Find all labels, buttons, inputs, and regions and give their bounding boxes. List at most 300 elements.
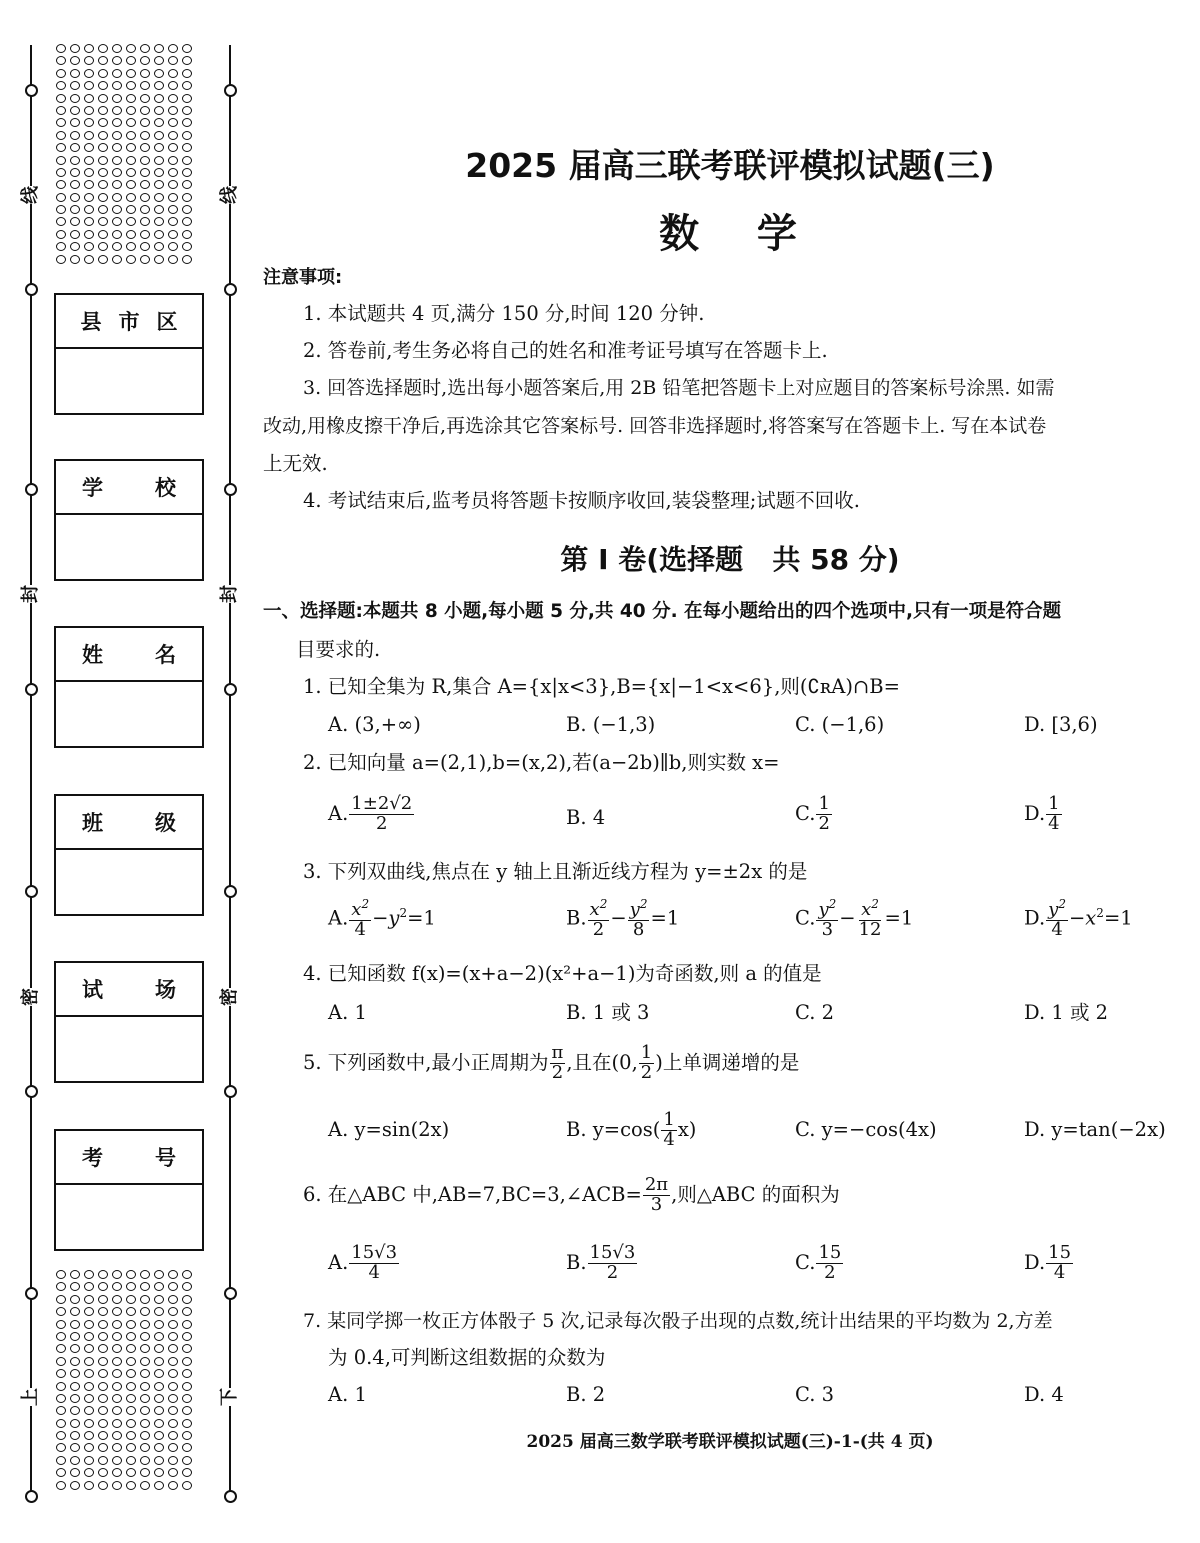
dot-mark	[168, 1295, 178, 1304]
question-1: 1. 已知全集为 R,集合 A={x|x<3},B={x|−1<x<6},则(∁ʀA)∩B=	[303, 675, 900, 698]
dot-mark	[140, 1332, 150, 1341]
dot-mark	[182, 1468, 192, 1477]
dot-mark	[126, 143, 136, 152]
dot-mark	[112, 180, 122, 189]
dot-mark	[126, 1320, 136, 1329]
dot-mark	[84, 1394, 94, 1403]
dot-mark	[56, 230, 66, 239]
dot-mark	[168, 118, 178, 127]
dot-mark	[56, 56, 66, 65]
binding-circle	[25, 1085, 38, 1098]
q1-option-b: B. (−1,3)	[566, 713, 656, 736]
dot-mark	[140, 1382, 150, 1391]
dot-mark	[112, 1357, 122, 1366]
dot-mark	[140, 217, 150, 226]
dot-mark	[98, 168, 108, 177]
binding-circle	[224, 84, 237, 97]
dot-mark	[182, 1419, 192, 1428]
dot-mark	[126, 205, 136, 214]
dot-mark	[112, 69, 122, 78]
dot-mark	[70, 1394, 80, 1403]
part-heading: 目要求的.	[296, 638, 381, 661]
dot-mark	[154, 1282, 164, 1291]
dot-mark	[140, 1481, 150, 1490]
dot-mark	[84, 1332, 94, 1341]
dot-mark	[126, 81, 136, 90]
dot-mark	[98, 1419, 108, 1428]
school-label	[56, 461, 202, 515]
dot-mark	[182, 217, 192, 226]
notice-heading: 注意事项:	[263, 267, 343, 288]
dot-mark	[70, 230, 80, 239]
dot-mark	[112, 1295, 122, 1304]
label-char: 场	[155, 977, 176, 1002]
dot-mark	[84, 1320, 94, 1329]
fraction-denominator: 2	[376, 812, 388, 834]
dot-mark	[168, 1344, 178, 1353]
dot-mark	[154, 1320, 164, 1329]
dot-mark	[56, 1431, 66, 1440]
q7-option-d: D. 4	[1024, 1383, 1064, 1406]
dot-mark	[126, 118, 136, 127]
q4-option-d: D. 1 或 2	[1024, 1001, 1109, 1024]
q5-b-text: x)	[677, 1118, 697, 1141]
dot-mark	[70, 1369, 80, 1378]
dot-mark	[182, 156, 192, 165]
dot-mark	[140, 1295, 150, 1304]
section-title: 第 I 卷(选择题 共 58 分)	[560, 543, 900, 576]
dot-mark	[112, 1394, 122, 1403]
class-box[interactable]	[54, 794, 204, 916]
dot-mark	[168, 1468, 178, 1477]
dot-mark	[126, 230, 136, 239]
dot-mark	[56, 205, 66, 214]
dot-mark	[168, 1443, 178, 1452]
dot-mark	[126, 1406, 136, 1415]
dot-mark	[154, 131, 164, 140]
dot-mark	[56, 217, 66, 226]
dot-mark	[168, 1406, 178, 1415]
dot-mark	[56, 242, 66, 251]
dot-mark	[168, 156, 178, 165]
dot-mark	[140, 143, 150, 152]
dot-mark	[56, 255, 66, 264]
dot-mark	[126, 1419, 136, 1428]
dot-mark	[140, 1406, 150, 1415]
exam-room-label	[56, 963, 202, 1017]
dot-mark	[168, 1419, 178, 1428]
dot-mark	[182, 255, 192, 264]
dot-pattern-top	[56, 44, 196, 267]
dot-mark	[70, 1307, 80, 1316]
dot-mark	[182, 205, 192, 214]
dot-mark	[140, 56, 150, 65]
dot-mark	[154, 217, 164, 226]
dot-mark	[182, 1394, 192, 1403]
dot-mark	[84, 180, 94, 189]
binding-circle	[25, 1287, 38, 1300]
dot-mark	[154, 1431, 164, 1440]
dot-mark	[56, 1382, 66, 1391]
dot-mark	[112, 242, 122, 251]
dot-mark	[182, 1307, 192, 1316]
dot-mark	[70, 1270, 80, 1279]
dot-mark	[154, 1419, 164, 1428]
dot-mark	[154, 168, 164, 177]
dot-mark	[168, 1270, 178, 1279]
q1-option-a: A. (3,+∞)	[328, 713, 421, 736]
dot-mark	[56, 1307, 66, 1316]
dot-mark	[126, 1382, 136, 1391]
dot-mark	[70, 69, 80, 78]
binding-circle	[224, 1287, 237, 1300]
dot-mark	[182, 1357, 192, 1366]
dot-mark	[112, 168, 122, 177]
binding-circle	[224, 885, 237, 898]
dot-mark	[154, 1382, 164, 1391]
dot-mark	[168, 1456, 178, 1465]
dot-mark	[84, 1295, 94, 1304]
dot-mark	[154, 180, 164, 189]
dot-mark	[84, 168, 94, 177]
exam-title: 2025 届高三联考联评模拟试题(三)	[465, 146, 995, 185]
dot-mark	[98, 143, 108, 152]
q2-option-b: B. 4	[566, 806, 606, 829]
dot-mark	[84, 1406, 94, 1415]
fraction-denominator: 2	[824, 1261, 836, 1283]
label-char: 级	[155, 810, 176, 835]
dot-mark	[140, 81, 150, 90]
dot-mark	[98, 193, 108, 202]
dot-mark	[56, 1443, 66, 1452]
left-binding-line	[30, 45, 32, 1495]
dot-mark	[112, 1382, 122, 1391]
page-footer: 2025 届高三数学联考联评模拟试题(三)-1-(共 4 页)	[526, 1432, 934, 1452]
dot-mark	[56, 44, 66, 53]
fraction-numerator: 15√3	[351, 1242, 398, 1263]
binding-circle	[224, 483, 237, 496]
label-char: 姓	[82, 642, 103, 667]
binding-circle	[25, 84, 38, 97]
dot-mark	[168, 1481, 178, 1490]
dot-mark	[154, 1443, 164, 1452]
dot-mark	[140, 230, 150, 239]
dot-mark	[154, 44, 164, 53]
dot-mark	[140, 131, 150, 140]
dot-mark	[98, 205, 108, 214]
dot-mark	[98, 131, 108, 140]
dot-mark	[84, 1344, 94, 1353]
fraction-numerator: 1	[818, 793, 830, 814]
label-char: 学	[82, 475, 103, 500]
dot-mark	[168, 1369, 178, 1378]
q7-option-b: B. 2	[566, 1383, 606, 1406]
dot-mark	[168, 255, 178, 264]
dot-mark	[154, 56, 164, 65]
dot-mark	[112, 143, 122, 152]
dot-mark	[168, 1320, 178, 1329]
dot-mark	[98, 1394, 108, 1403]
dot-mark	[140, 168, 150, 177]
question-3: 3. 下列双曲线,焦点在 y 轴上且渐近线方程为 y=±2x 的是	[303, 860, 808, 883]
dot-mark	[98, 94, 108, 103]
dot-mark	[140, 255, 150, 264]
dot-mark	[126, 1295, 136, 1304]
question-2: 2. 已知向量 a=(2,1),b=(x,2),若(a−2b)∥b,则实数 x=	[303, 751, 780, 774]
dot-mark	[112, 56, 122, 65]
dot-mark	[140, 156, 150, 165]
dot-mark	[140, 1443, 150, 1452]
dot-mark	[182, 1406, 192, 1415]
dot-mark	[154, 193, 164, 202]
dot-mark	[168, 69, 178, 78]
dot-mark	[126, 255, 136, 264]
dot-mark	[70, 44, 80, 53]
q6-option-d: D. $\frac{15}{4}$	[1024, 1242, 1072, 1283]
seal-char-right: 下	[219, 1388, 240, 1406]
q4-option-a: A. 1	[328, 1001, 367, 1024]
q5-option-b: B. y=cos( $\frac{1}{4}$ x)	[566, 1109, 697, 1150]
fraction-denominator: 2	[606, 1261, 619, 1283]
notice-item: 上无效.	[263, 452, 328, 475]
dot-mark	[168, 94, 178, 103]
dot-mark	[112, 44, 122, 53]
question-7-cont: 为 0.4,可判断这组数据的众数为	[328, 1346, 606, 1369]
dot-mark	[70, 1320, 80, 1329]
seal-char-left: 封	[20, 585, 41, 603]
dot-mark	[154, 255, 164, 264]
dot-mark	[84, 205, 94, 214]
dot-mark	[70, 180, 80, 189]
dot-mark	[56, 94, 66, 103]
dot-mark	[56, 1344, 66, 1353]
q3-option-c: C. $\frac{y^2}{3}$ − $\frac{x^2}{12}$ =1	[795, 897, 914, 940]
dot-mark	[70, 1419, 80, 1428]
binding-circle	[224, 1085, 237, 1098]
fraction-numerator: 1±2√2	[351, 793, 413, 814]
dot-mark	[126, 1332, 136, 1341]
binding-circle	[224, 683, 237, 696]
dot-mark	[140, 242, 150, 251]
dot-mark	[84, 1307, 94, 1316]
dot-mark	[84, 217, 94, 226]
dot-mark	[70, 168, 80, 177]
dot-mark	[112, 1468, 122, 1477]
binding-circle	[224, 1490, 237, 1503]
dot-mark	[126, 156, 136, 165]
q1-option-c: C. (−1,6)	[795, 713, 885, 736]
dot-mark	[182, 81, 192, 90]
class-label	[56, 796, 202, 850]
dot-mark	[168, 242, 178, 251]
dot-mark	[112, 217, 122, 226]
seal-char-right: 线	[219, 186, 240, 204]
dot-mark	[140, 1307, 150, 1316]
right-binding-line	[229, 45, 231, 1495]
fraction-denominator: 2	[818, 812, 830, 834]
dot-mark	[98, 56, 108, 65]
dot-mark	[98, 1468, 108, 1477]
dot-mark	[112, 1419, 122, 1428]
dot-mark	[182, 193, 192, 202]
label-char: 班	[82, 810, 103, 835]
dot-mark	[56, 131, 66, 140]
dot-mark	[98, 1320, 108, 1329]
q5-option-a: A. y=sin(2x)	[328, 1118, 450, 1141]
dot-mark	[182, 1344, 192, 1353]
binding-circle	[25, 1490, 38, 1503]
dot-mark	[112, 1270, 122, 1279]
dot-mark	[84, 1357, 94, 1366]
dot-mark	[126, 1344, 136, 1353]
dot-mark	[112, 1456, 122, 1465]
name-box[interactable]	[54, 626, 204, 748]
name-label	[56, 628, 202, 682]
dot-mark	[126, 94, 136, 103]
dot-mark	[84, 242, 94, 251]
dot-mark	[84, 255, 94, 264]
q4-option-b: B. 1 或 3	[566, 1001, 650, 1024]
dot-mark	[112, 1431, 122, 1440]
label-char: 县	[80, 309, 102, 334]
dot-mark	[140, 1320, 150, 1329]
dot-mark	[56, 69, 66, 78]
dot-mark	[56, 1456, 66, 1465]
dot-mark	[168, 1394, 178, 1403]
dot-mark	[112, 1332, 122, 1341]
dot-mark	[56, 1468, 66, 1477]
dot-mark	[112, 230, 122, 239]
fraction-numerator: 1	[1048, 793, 1060, 814]
dot-mark	[70, 1332, 80, 1341]
dot-mark	[84, 230, 94, 239]
dot-mark	[84, 131, 94, 140]
q6-text: 6. 在△ABC 中,AB=7,BC=3,∠ACB=	[303, 1183, 642, 1206]
dot-mark	[182, 1382, 192, 1391]
dot-mark	[126, 1270, 136, 1279]
dot-mark	[56, 1282, 66, 1291]
dot-mark	[98, 1344, 108, 1353]
dot-mark	[154, 1481, 164, 1490]
dot-mark	[56, 118, 66, 127]
dot-mark	[140, 1419, 150, 1428]
dot-mark	[154, 143, 164, 152]
label-char: 考	[82, 1145, 103, 1170]
fraction-denominator: 4	[368, 1261, 380, 1283]
dot-mark	[168, 44, 178, 53]
dot-mark	[98, 230, 108, 239]
dot-mark	[98, 217, 108, 226]
dot-mark	[56, 168, 66, 177]
dot-mark	[84, 1468, 94, 1477]
dot-mark	[154, 1344, 164, 1353]
label-char: 校	[155, 475, 176, 500]
dot-mark	[98, 1332, 108, 1341]
dot-mark	[70, 1357, 80, 1366]
dot-mark	[168, 106, 178, 115]
dot-mark	[168, 143, 178, 152]
county-box[interactable]	[54, 293, 204, 415]
binding-circle	[25, 683, 38, 696]
dot-mark	[126, 1481, 136, 1490]
school-box[interactable]	[54, 459, 204, 581]
seal-char-right: 封	[219, 585, 240, 603]
exam-number-box[interactable]	[54, 1129, 204, 1251]
dot-mark	[182, 56, 192, 65]
dot-mark	[140, 118, 150, 127]
dot-mark	[140, 1456, 150, 1465]
dot-mark	[70, 1282, 80, 1291]
notice-item: 1. 本试题共 4 页,满分 150 分,时间 120 分钟.	[303, 302, 705, 325]
dot-mark	[154, 69, 164, 78]
dot-mark	[182, 1282, 192, 1291]
label-char: 试	[82, 977, 103, 1002]
dot-mark	[154, 1332, 164, 1341]
dot-mark	[98, 156, 108, 165]
q3-option-d: D. $\frac{y^2}{4}$ $-x^2=1$	[1024, 897, 1133, 940]
dot-mark	[182, 1369, 192, 1378]
dot-mark	[140, 69, 150, 78]
dot-mark	[126, 168, 136, 177]
dot-mark	[56, 193, 66, 202]
dot-mark	[70, 1295, 80, 1304]
dot-mark	[98, 69, 108, 78]
exam-room-box[interactable]	[54, 961, 204, 1083]
dot-mark	[140, 205, 150, 214]
q3-option-a: A. $\frac{x^2}{4}$ $-y^2=1$	[328, 897, 436, 940]
dot-mark	[70, 156, 80, 165]
question-7: 7. 某同学掷一枚正方体骰子 5 次,记录每次骰子出现的点数,统计出结果的平均数为 2,方差	[303, 1310, 1053, 1332]
dot-mark	[84, 1419, 94, 1428]
dot-mark	[112, 94, 122, 103]
label-char: 号	[155, 1145, 176, 1170]
dot-mark	[154, 1270, 164, 1279]
q3-option-b: B. $\frac{x^2}{2}$ − $\frac{y^2}{8}$ =1	[566, 897, 680, 940]
dot-mark	[56, 1357, 66, 1366]
dot-mark	[182, 1456, 192, 1465]
dot-mark	[84, 1282, 94, 1291]
dot-mark	[84, 56, 94, 65]
dot-mark	[112, 1481, 122, 1490]
dot-mark	[168, 205, 178, 214]
dot-mark	[140, 106, 150, 115]
dot-mark	[140, 1468, 150, 1477]
q5-option-d: D. y=tan(−2x)	[1024, 1118, 1166, 1141]
dot-mark	[98, 1295, 108, 1304]
dot-mark	[126, 69, 136, 78]
dot-mark	[70, 94, 80, 103]
q6-text: ,则△ABC 的面积为	[671, 1183, 840, 1206]
dot-mark	[112, 193, 122, 202]
notice-item: 4. 考试结束后,监考员将答题卡按顺序收回,装袋整理;试题不回收.	[303, 489, 860, 512]
q5-text: ,且在(0,	[566, 1051, 638, 1074]
dot-mark	[168, 193, 178, 202]
dot-mark	[154, 1394, 164, 1403]
dot-mark	[126, 1456, 136, 1465]
dot-mark	[84, 193, 94, 202]
dot-mark	[168, 230, 178, 239]
dot-mark	[182, 1431, 192, 1440]
question-6: 6. 在△ABC 中,AB=7,BC=3,∠ACB= $\frac{2\pi}{3}$ ,则△ABC 的面积为	[303, 1174, 840, 1215]
dot-mark	[112, 255, 122, 264]
dot-mark	[98, 1307, 108, 1316]
seal-char-left: 密	[20, 988, 41, 1006]
dot-mark	[98, 1481, 108, 1490]
dot-mark	[56, 143, 66, 152]
dot-mark	[56, 1481, 66, 1490]
dot-mark	[154, 1468, 164, 1477]
dot-mark	[168, 56, 178, 65]
